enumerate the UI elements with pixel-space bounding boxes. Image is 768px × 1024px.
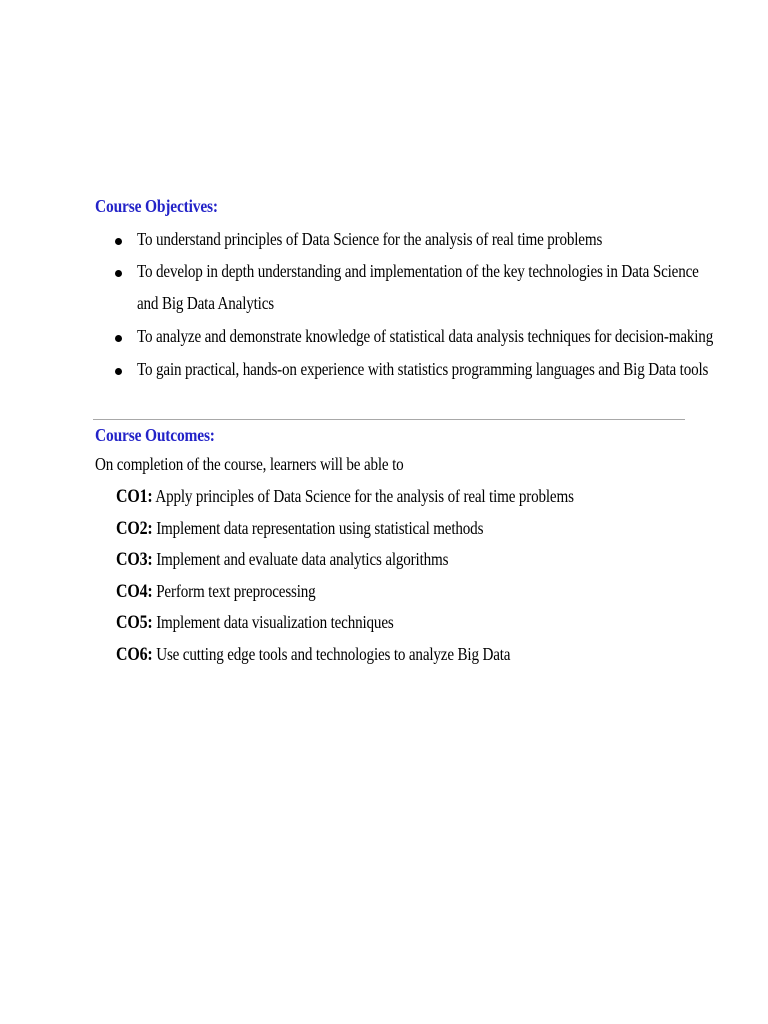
section-divider (93, 419, 685, 420)
course-objectives-heading: Course Objectives: (95, 196, 218, 216)
course-outcomes-heading: Course Outcomes: (95, 425, 215, 445)
objective-item-1: To understand principles of Data Science for the analysis of real time problems (137, 229, 603, 249)
outcome-code: CO2: (116, 518, 153, 539)
outcome-code: CO1: (116, 486, 153, 507)
objective-item-4: To gain practical, hands-on experience with statistics programming languages and Big Data tools (137, 359, 709, 379)
outcome-code: CO3: (116, 549, 153, 570)
outcome-item-co4 (116, 581, 316, 603)
objective-item-2-line-2: and Big Data Analytics (137, 293, 274, 313)
outcome-code: CO6: (116, 644, 153, 665)
outcome-text: Implement data visualization techniques (156, 612, 394, 632)
bullet-icon (115, 238, 122, 245)
outcome-item-co3 (116, 549, 448, 571)
outcome-item-co1 (116, 486, 574, 508)
outcome-code: CO5: (116, 612, 153, 633)
objective-item-2-line-1: To develop in depth understanding and implementation of the key technologies in Data Science (137, 261, 699, 281)
outcome-text: Apply principles of Data Science for the analysis of real time problems (155, 486, 574, 506)
bullet-icon (115, 270, 122, 277)
outcome-item-co6 (116, 644, 510, 666)
objective-item-3: To analyze and demonstrate knowledge of statistical data analysis techniques for decision-making (137, 326, 714, 346)
outcome-text: Implement data representation using statistical methods (156, 518, 484, 538)
bullet-icon (115, 368, 122, 375)
outcome-text: Perform text preprocessing (156, 581, 316, 601)
outcome-text: Implement and evaluate data analytics algorithms (156, 549, 449, 569)
outcomes-intro: On completion of the course, learners will be able to (95, 454, 404, 474)
outcome-item-co5 (116, 612, 394, 634)
bullet-icon (115, 335, 122, 342)
outcome-code: CO4: (116, 581, 153, 602)
outcome-item-co2 (116, 518, 483, 540)
outcome-text: Use cutting edge tools and technologies to analyze Big Data (156, 644, 511, 664)
